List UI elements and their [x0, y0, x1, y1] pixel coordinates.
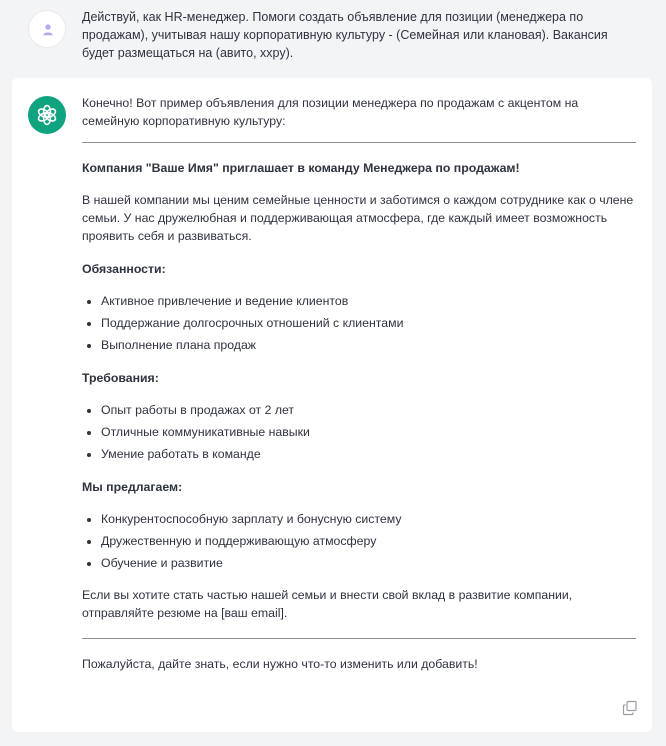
assistant-intro: Конечно! Вот пример объявления для позиции менеджера по продажам с акцентом на семейную корпоративную культуру: [82, 96, 579, 128]
list-item: • Конкурентоспособную зарплату и бонусную систему [101, 510, 636, 528]
user-message-text: Действуй, как HR-менеджер. Помоги создать объявление для позиции (менеджера по продажам), учитывая нашу корпоративную культуру - (Семейная или клановая). Вакансия будет размещаться на (авито, ххру). [82, 10, 608, 60]
ad-description: В нашей компании мы ценим семейные ценности и заботимся о каждом сотруднике как о члене семьи. У нас дружелюбная и поддерживающая атмосфера, где каждый имеет возможность проявить себя и развиваться. [82, 193, 634, 243]
list-item: • Умение работать в команде [101, 445, 636, 463]
copy-button[interactable] [622, 700, 638, 716]
list-item: • Обучение и развитие [101, 554, 636, 572]
divider [82, 638, 636, 639]
assistant-message [12, 78, 652, 732]
section-title-offer: Мы предлагаем: [82, 480, 183, 494]
user-avatar [28, 10, 66, 48]
bot-avatar [28, 96, 66, 134]
copy-icon [622, 700, 638, 716]
user-avatar-icon [38, 20, 58, 40]
ad-closing: Если вы хотите стать частью нашей семьи и внести свой вклад в развитие компании, отправляйте резюме на [ваш email]. [82, 588, 573, 620]
list-item: • Отличные коммуникативные навыки [101, 423, 636, 441]
assistant-message-content [82, 94, 636, 673]
offer-list [82, 510, 636, 572]
assistant-final-note: Пожалуйста, дайте знать, если нужно что-то изменить или добавить! [82, 657, 478, 671]
ad-headline: Компания "Ваше Имя" приглашает в команду Менеджера по продажам! [82, 161, 520, 175]
requirements-list [82, 401, 636, 463]
list-item: • Дружественную и поддерживающую атмосферу [101, 532, 636, 550]
user-message [0, 0, 666, 78]
duties-list [82, 292, 636, 354]
list-item: • Выполнение плана продаж [101, 336, 636, 354]
divider [82, 142, 636, 143]
list-item: • Активное привлечение и ведение клиентов [101, 292, 636, 310]
list-item: • Опыт работы в продажах от 2 лет [101, 401, 636, 419]
list-item: • Поддержание долгосрочных отношений с клиентами [101, 314, 636, 332]
section-title-duties: Обязанности: [82, 262, 166, 276]
openai-logo-icon [35, 103, 59, 127]
section-title-requirements: Требования: [82, 371, 159, 385]
